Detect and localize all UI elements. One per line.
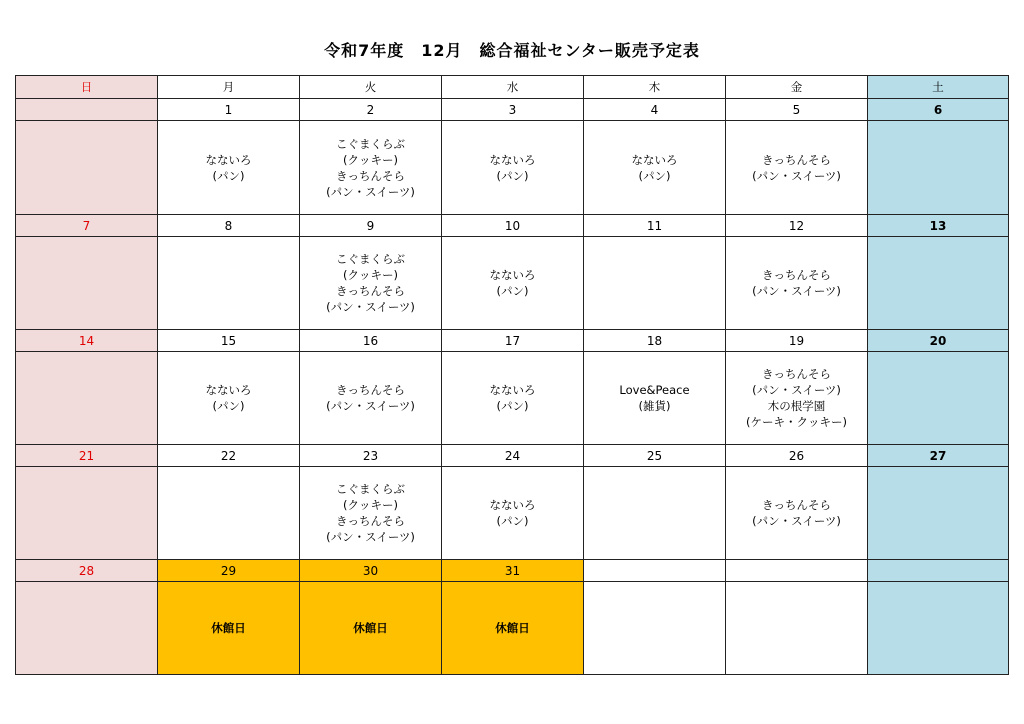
schedule-cell-friday: [726, 582, 868, 675]
vendor-name: 木の根学園: [767, 399, 826, 413]
vendor-product: (クッキー): [343, 268, 398, 282]
closed-day-label: 休館日: [353, 621, 388, 635]
schedule-cell-friday: [726, 121, 868, 215]
date-cell-saturday: 27: [868, 445, 1009, 467]
schedule-row: [16, 121, 1009, 215]
vendor-entry: [158, 620, 299, 636]
weekday-wednesday: 水: [442, 76, 584, 99]
schedule-cell-thursday: [584, 237, 726, 330]
vendor-product: (クッキー): [343, 152, 398, 167]
page-title: 令和7年度 12月 総合福祉センター販売予定表: [324, 41, 700, 60]
weekday-monday: 月: [158, 76, 300, 99]
schedule-cell-friday: [726, 467, 868, 560]
schedule-cell-sunday: [16, 237, 158, 330]
date-row: [16, 560, 1009, 582]
date-cell-tuesday: 2: [300, 99, 442, 121]
schedule-cell-sunday: [16, 582, 158, 675]
vendor-name: なないろ: [631, 152, 678, 167]
date-cell-saturday: 6: [868, 99, 1009, 121]
vendor-name: きっちんそら: [762, 152, 831, 167]
weekday-saturday: 土: [868, 76, 1009, 99]
vendor-name: なないろ: [489, 498, 536, 512]
vendor-product: (パン・スイーツ): [326, 530, 415, 544]
closed-day-label: 休館日: [211, 621, 246, 635]
vendor-entry: [442, 497, 583, 529]
vendor-product: (パン): [496, 168, 529, 183]
schedule-cell-thursday: [584, 121, 726, 215]
date-cell-monday: 15: [158, 330, 300, 352]
vendor-product: (パン・スイーツ): [752, 383, 841, 397]
schedule-cell-tuesday: [300, 237, 442, 330]
date-cell-thursday: 4: [584, 99, 726, 121]
schedule-cell-monday: [158, 237, 300, 330]
vendor-name: こぐまくらぶ: [336, 252, 405, 266]
date-row: [16, 330, 1009, 352]
closed-day-label: 休館日: [495, 621, 530, 635]
date-cell-monday: 29: [158, 560, 300, 582]
date-cell-wednesday: 24: [442, 445, 584, 467]
date-cell-friday: 19: [726, 330, 868, 352]
date-row: [16, 445, 1009, 467]
schedule-cell-wednesday: [442, 237, 584, 330]
weekday-friday: 金: [726, 76, 868, 99]
weekday-header-row: [16, 76, 1009, 99]
date-cell-sunday: 7: [16, 215, 158, 237]
vendor-entry: [442, 267, 583, 299]
date-cell-tuesday: 16: [300, 330, 442, 352]
schedule-cell-thursday: [584, 352, 726, 445]
weekday-thursday: 木: [584, 76, 726, 99]
date-cell-friday: 12: [726, 215, 868, 237]
vendor-name: なないろ: [205, 383, 252, 397]
schedule-cell-wednesday: [442, 352, 584, 445]
date-cell-tuesday: 23: [300, 445, 442, 467]
vendor-product: (パン・スイーツ): [752, 284, 841, 298]
date-cell-monday: 8: [158, 215, 300, 237]
vendor-entry: [442, 152, 583, 184]
vendor-entry: [158, 382, 299, 414]
date-cell-friday: [726, 560, 868, 582]
schedule-cell-monday: [158, 582, 300, 675]
schedule-cell-friday: [726, 352, 868, 445]
date-cell-wednesday: 31: [442, 560, 584, 582]
schedule-cell-sunday: [16, 352, 158, 445]
schedule-cell-saturday: [868, 237, 1009, 330]
date-row: [16, 99, 1009, 121]
vendor-entry: [300, 251, 441, 315]
vendor-name: きっちんそら: [762, 367, 831, 381]
vendor-entry: [442, 620, 583, 636]
vendor-name: きっちんそら: [762, 498, 831, 512]
schedule-row: [16, 467, 1009, 560]
vendor-name: きっちんそら: [336, 514, 405, 528]
date-cell-saturday: 20: [868, 330, 1009, 352]
date-cell-sunday: 14: [16, 330, 158, 352]
vendor-product: (パン・スイーツ): [752, 168, 841, 183]
vendor-name: こぐまくらぶ: [336, 482, 405, 496]
date-cell-sunday: 21: [16, 445, 158, 467]
vendor-entry: [300, 481, 441, 545]
sales-calendar: [15, 75, 1009, 675]
schedule-cell-thursday: [584, 582, 726, 675]
vendor-name: きっちんそら: [336, 168, 405, 183]
schedule-cell-friday: [726, 237, 868, 330]
schedule-cell-saturday: [868, 582, 1009, 675]
vendor-entry: [442, 382, 583, 414]
vendor-product: (パン・スイーツ): [326, 300, 415, 314]
weekday-tuesday: 火: [300, 76, 442, 99]
schedule-row: [16, 237, 1009, 330]
vendor-name: きっちんそら: [336, 383, 405, 397]
vendor-entry: [584, 382, 725, 414]
vendor-product: (パン・スイーツ): [752, 514, 841, 528]
date-cell-wednesday: 17: [442, 330, 584, 352]
vendor-entry: [726, 152, 867, 184]
date-cell-wednesday: 10: [442, 215, 584, 237]
schedule-cell-monday: [158, 467, 300, 560]
date-cell-tuesday: 9: [300, 215, 442, 237]
vendor-name: なないろ: [489, 152, 536, 167]
schedule-cell-tuesday: [300, 467, 442, 560]
date-cell-saturday: 13: [868, 215, 1009, 237]
schedule-cell-tuesday: [300, 582, 442, 675]
vendor-product: (ケーキ・クッキー): [746, 415, 847, 429]
vendor-name: きっちんそら: [762, 268, 831, 282]
schedule-cell-saturday: [868, 352, 1009, 445]
schedule-cell-wednesday: [442, 582, 584, 675]
vendor-entry: [584, 152, 725, 184]
vendor-name: きっちんそら: [336, 284, 405, 298]
vendor-name: なないろ: [489, 268, 536, 282]
vendor-entry: [726, 366, 867, 430]
vendor-product: (パン): [638, 168, 671, 183]
vendor-product: (パン): [212, 168, 245, 183]
date-cell-thursday: [584, 560, 726, 582]
vendor-entry: [726, 267, 867, 299]
vendor-entry: [300, 382, 441, 414]
vendor-product: (パン): [496, 284, 529, 298]
date-cell-wednesday: 3: [442, 99, 584, 121]
vendor-product: (パン・スイーツ): [326, 399, 415, 413]
date-cell-friday: 5: [726, 99, 868, 121]
vendor-entry: [300, 620, 441, 636]
vendor-name: なないろ: [205, 152, 252, 167]
schedule-row: [16, 352, 1009, 445]
schedule-cell-sunday: [16, 467, 158, 560]
vendor-entry: [158, 152, 299, 184]
date-cell-monday: 22: [158, 445, 300, 467]
vendor-product: (クッキー): [343, 498, 398, 512]
schedule-row: [16, 582, 1009, 675]
date-cell-sunday: 28: [16, 560, 158, 582]
schedule-cell-thursday: [584, 467, 726, 560]
vendor-product: (パン): [496, 399, 529, 413]
vendor-product: (パン): [212, 399, 245, 413]
schedule-cell-wednesday: [442, 467, 584, 560]
vendor-product: (パン・スイーツ): [326, 184, 415, 199]
vendor-entry: [726, 497, 867, 529]
vendor-name: Love&Peace: [619, 383, 690, 397]
schedule-cell-tuesday: [300, 352, 442, 445]
date-cell-thursday: 18: [584, 330, 726, 352]
vendor-product: (パン): [496, 514, 529, 528]
date-cell-monday: 1: [158, 99, 300, 121]
date-cell-thursday: 25: [584, 445, 726, 467]
weekday-sunday: 日: [16, 76, 158, 99]
vendor-product: (雑貨): [638, 399, 671, 413]
schedule-cell-wednesday: [442, 121, 584, 215]
date-cell-saturday: [868, 560, 1009, 582]
schedule-cell-saturday: [868, 121, 1009, 215]
schedule-cell-monday: [158, 352, 300, 445]
date-cell-sunday: [16, 99, 158, 121]
date-cell-tuesday: 30: [300, 560, 442, 582]
schedule-cell-monday: [158, 121, 300, 215]
schedule-cell-tuesday: [300, 121, 442, 215]
date-cell-thursday: 11: [584, 215, 726, 237]
schedule-cell-sunday: [16, 121, 158, 215]
date-cell-friday: 26: [726, 445, 868, 467]
schedule-cell-saturday: [868, 467, 1009, 560]
vendor-name: こぐまくらぶ: [336, 136, 405, 151]
date-row: [16, 215, 1009, 237]
vendor-entry: [300, 136, 441, 200]
vendor-name: なないろ: [489, 383, 536, 397]
